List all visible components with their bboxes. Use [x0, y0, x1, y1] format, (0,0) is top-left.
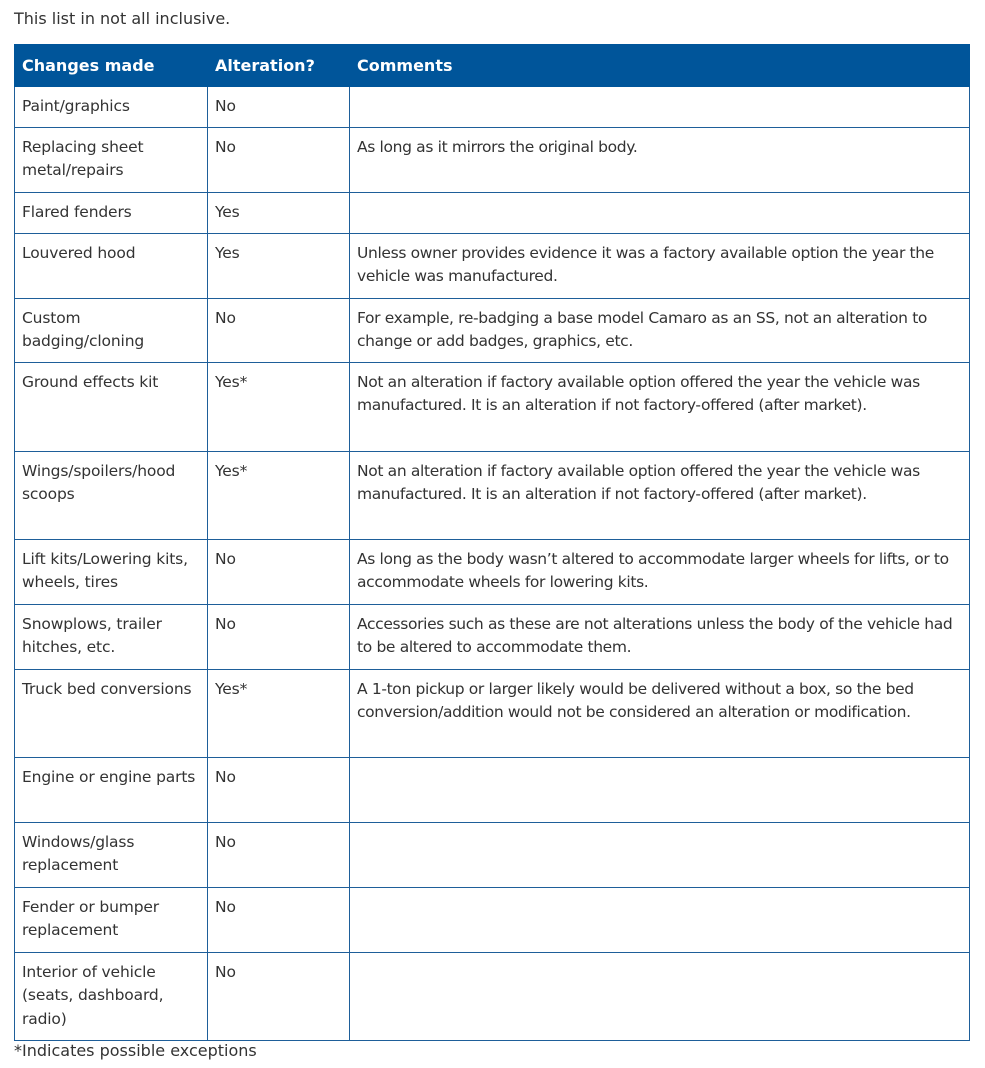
- footnote: *Indicates possible exceptions: [14, 1041, 257, 1060]
- change-cell: Custom badging/cloning: [15, 298, 208, 362]
- change-cell: Wings/spoilers/hood scoops: [15, 451, 208, 539]
- table-row: [15, 87, 970, 128]
- header-changes-made: Changes made: [15, 45, 208, 87]
- comment-cell: Accessories such as these are not alterations unless the body of the vehicle had to be altered to accommodate them.: [350, 604, 970, 669]
- table-row: [15, 298, 970, 362]
- comment-cell: For example, re-badging a base model Camaro as an SS, not an alteration to change or add badges, graphics, etc.: [350, 298, 970, 362]
- alteration-cell: Yes*: [208, 451, 350, 539]
- table-row: [15, 362, 970, 451]
- alteration-cell: No: [208, 604, 350, 669]
- table-row: [15, 233, 970, 298]
- table-row: [15, 887, 970, 952]
- comment-cell: [350, 952, 970, 1040]
- table-row: [15, 539, 970, 604]
- change-cell: Flared fenders: [15, 192, 208, 233]
- alteration-cell: No: [208, 952, 350, 1040]
- table-row: [15, 451, 970, 539]
- change-cell: Lift kits/Lowering kits, wheels, tires: [15, 539, 208, 604]
- alteration-cell: Yes: [208, 233, 350, 298]
- comment-cell: A 1-ton pickup or larger likely would be delivered without a box, so the bed conversion/addition would not be considered an alteration or modification.: [350, 669, 970, 757]
- alteration-cell: No: [208, 822, 350, 887]
- comment-cell: Not an alteration if factory available option offered the year the vehicle was manufactured. It is an alteration if not factory-offered (after market).: [350, 451, 970, 539]
- alteration-cell: No: [208, 539, 350, 604]
- header-comments: Comments: [350, 45, 970, 87]
- table-header-row: [15, 45, 970, 87]
- change-cell: Paint/graphics: [15, 87, 208, 128]
- change-cell: Truck bed conversions: [15, 669, 208, 757]
- comment-cell: Not an alteration if factory available option offered the year the vehicle was manufactured. It is an alteration if not factory-offered (after market).: [350, 362, 970, 451]
- change-cell: Snowplows, trailer hitches, etc.: [15, 604, 208, 669]
- comment-cell: [350, 757, 970, 822]
- alteration-cell: No: [208, 298, 350, 362]
- change-cell: Fender or bumper replacement: [15, 887, 208, 952]
- alteration-cell: No: [208, 887, 350, 952]
- table-row: [15, 669, 970, 757]
- alterations-table: [14, 44, 970, 1041]
- alteration-cell: No: [208, 757, 350, 822]
- change-cell: Replacing sheet metal/repairs: [15, 127, 208, 192]
- change-cell: Engine or engine parts: [15, 757, 208, 822]
- alteration-cell: Yes*: [208, 669, 350, 757]
- table-body: [15, 87, 970, 1041]
- alteration-cell: No: [208, 127, 350, 192]
- change-cell: Windows/glass replacement: [15, 822, 208, 887]
- table-row: [15, 952, 970, 1040]
- comment-cell: As long as it mirrors the original body.: [350, 127, 970, 192]
- intro-text: This list in not all inclusive.: [14, 9, 231, 28]
- table-row: [15, 127, 970, 192]
- table-row: [15, 757, 970, 822]
- table-row: [15, 192, 970, 233]
- change-cell: Ground effects kit: [15, 362, 208, 451]
- change-cell: Interior of vehicle (seats, dashboard, radio): [15, 952, 208, 1040]
- alteration-cell: Yes: [208, 192, 350, 233]
- comment-cell: [350, 887, 970, 952]
- table-row: [15, 604, 970, 669]
- header-alteration: Alteration?: [208, 45, 350, 87]
- alteration-cell: No: [208, 87, 350, 128]
- alteration-cell: Yes*: [208, 362, 350, 451]
- comment-cell: [350, 822, 970, 887]
- change-cell: Louvered hood: [15, 233, 208, 298]
- comment-cell: Unless owner provides evidence it was a factory available option the year the vehicle was manufactured.: [350, 233, 970, 298]
- table-row: [15, 822, 970, 887]
- comment-cell: As long as the body wasn’t altered to accommodate larger wheels for lifts, or to accommodate wheels for lowering kits.: [350, 539, 970, 604]
- comment-cell: [350, 192, 970, 233]
- comment-cell: [350, 87, 970, 128]
